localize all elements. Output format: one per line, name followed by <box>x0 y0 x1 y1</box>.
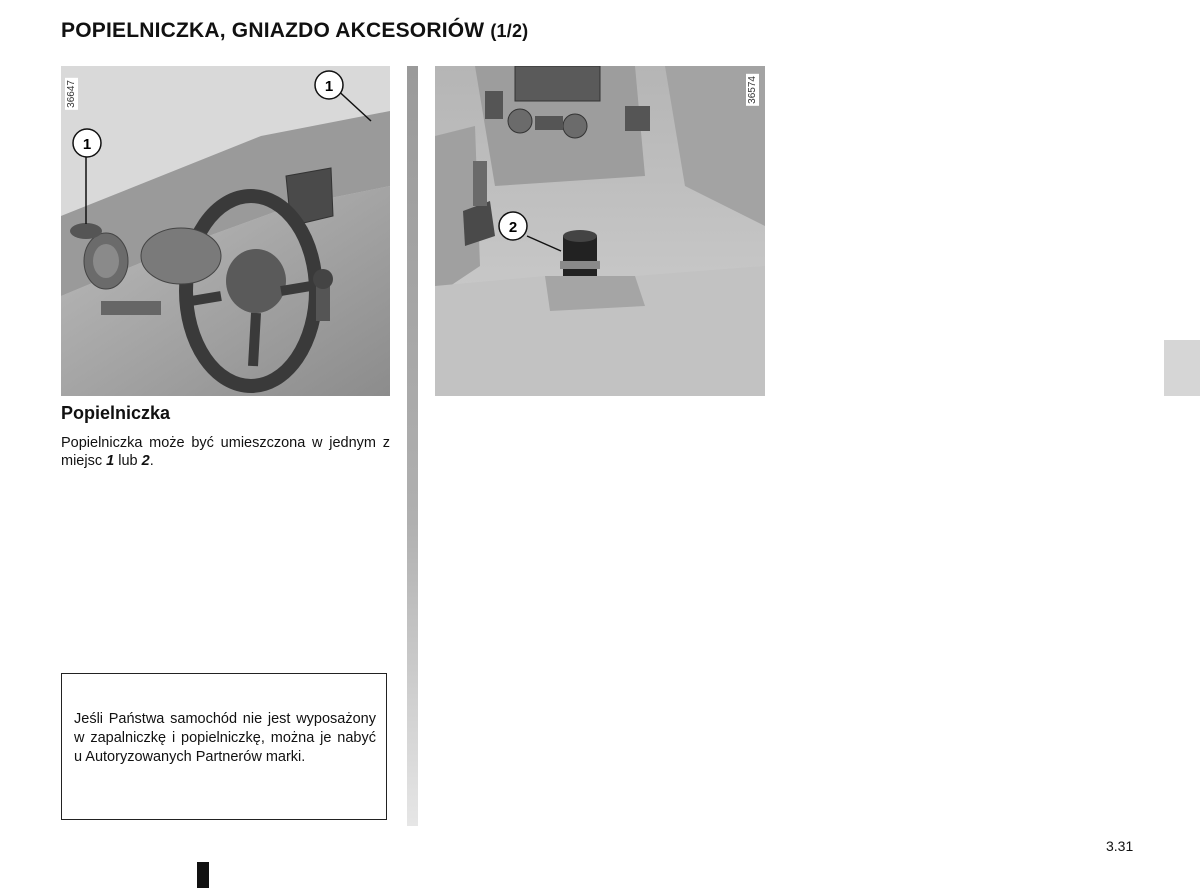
callout-1-left <box>73 129 101 157</box>
chapter-tab <box>1164 340 1200 396</box>
console-illustration <box>435 66 765 396</box>
page-number: 3.31 <box>1106 838 1134 854</box>
dashboard-illustration <box>61 66 390 396</box>
body-text-middle: lub <box>114 453 142 469</box>
section-title: Popielniczka <box>61 403 171 423</box>
edge-marker <box>197 862 209 888</box>
callout-1-left-label: 1 <box>82 136 92 153</box>
note-text: Jeśli Państwa samochód nie jest wyposażony w zapalniczkę i popielniczkę, można je nabyć u Autoryzowanych Partnerów marki. <box>74 711 376 765</box>
body-ref-2: 2 <box>141 453 150 469</box>
body-text-after: . <box>149 453 154 469</box>
figure-dashboard <box>61 66 390 396</box>
column-divider <box>407 66 418 826</box>
figure-console <box>435 66 765 396</box>
figure-id: 36574 <box>747 76 758 104</box>
body-ref-1: 1 <box>106 453 115 469</box>
figure-id: 36647 <box>66 80 77 108</box>
page-title-text: POPIELNICZKA, GNIAZDO AKCESORIÓW <box>61 19 485 42</box>
callout-1-top-label: 1 <box>324 78 334 95</box>
page-title-part: (1/2) <box>490 21 529 41</box>
page-title <box>61 19 528 43</box>
section-body <box>61 434 390 470</box>
body-text-before: Popielniczka może być umieszczona w jednym z miejsc <box>61 435 390 469</box>
callout-1-top <box>315 71 343 99</box>
callout-2 <box>499 212 527 240</box>
note-box <box>61 673 387 820</box>
callout-2-label: 2 <box>508 219 518 236</box>
